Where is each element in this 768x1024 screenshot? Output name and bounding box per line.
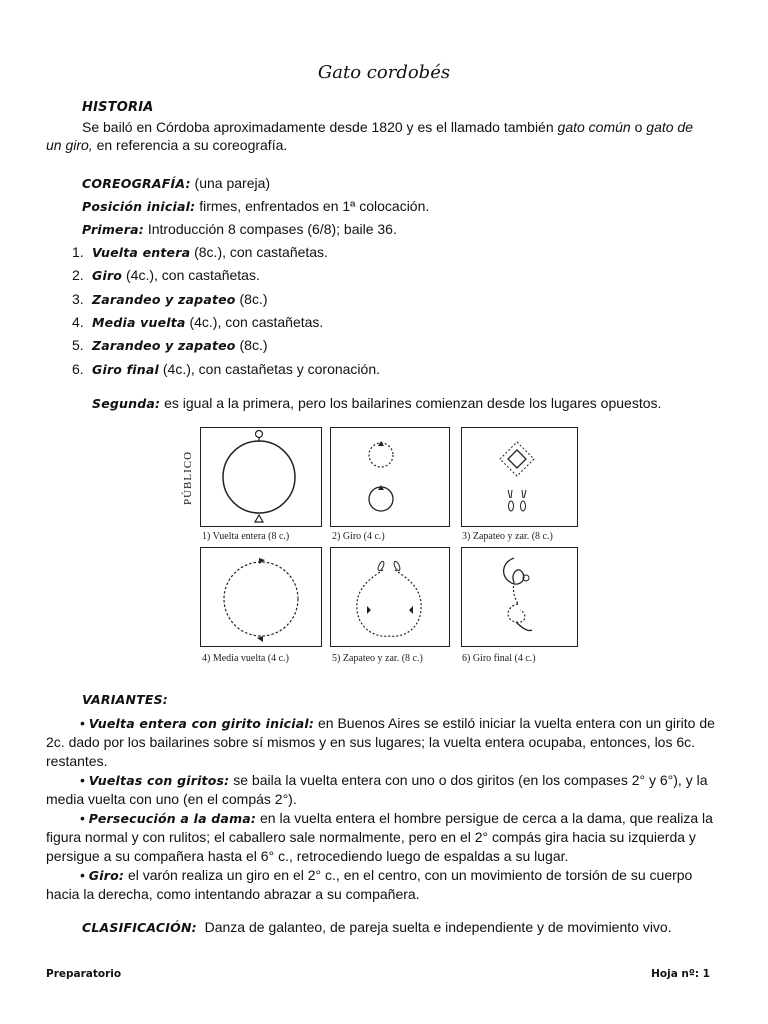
feet-icon: [377, 561, 401, 572]
step-detail: (8c.): [239, 337, 268, 354]
caption-1: 1) Vuelta entera (8 c.): [202, 531, 290, 542]
step-detail: (4c.), con castañetas.: [189, 313, 324, 330]
variante-item: [80, 714, 715, 733]
dama-symbol-icon: [256, 431, 263, 438]
footer-right: Hoja nº: 1: [651, 968, 710, 980]
variante-line: [46, 885, 420, 904]
variante-line: [46, 733, 695, 752]
variante-label: Persecución a la dama:: [88, 811, 257, 826]
variante-text: el varón realiza un giro en el 2° c., en el centro, con un movimiento de torsión de su cuerpo: [124, 867, 693, 883]
variante-item: [80, 809, 713, 828]
giro-circle-bottom: [369, 487, 393, 511]
bullet: •: [80, 715, 89, 731]
historia-line-2: [46, 136, 287, 155]
media-vuelta-circle: [224, 562, 298, 636]
historia-heading: HISTORIA: [82, 100, 154, 115]
variante-item: [80, 866, 692, 885]
giro-final-lower-path: [508, 604, 525, 622]
bullet: •: [80, 772, 89, 788]
variante-label: Vuelta entera con girito inicial:: [88, 716, 315, 731]
figure-zapateo-zar: [330, 547, 450, 647]
caption-5: 5) Zapateo y zar. (8 c.): [332, 653, 423, 664]
posicion-label: Posición inicial:: [82, 199, 196, 214]
step-name: Zarandeo y zapateo: [92, 291, 236, 307]
diamond-path-inner: [508, 450, 526, 468]
variante-line: [46, 847, 568, 866]
giro-final-diagram: [462, 548, 577, 646]
varon-symbol-icon: [255, 515, 263, 522]
figure-zapateo: [461, 427, 578, 527]
historia-line-1: [82, 118, 693, 137]
variantes-heading: VARIANTES:: [82, 692, 168, 707]
step-item: [72, 336, 268, 355]
variante-text: figura normal y con rulitos; el caballero sale normalmente, pero en el 2° compás gira hacia su izquierda y: [46, 829, 696, 845]
variante-line: [46, 828, 696, 847]
publico-label: PÚBLICO: [182, 450, 194, 506]
feet-icon: [508, 490, 526, 511]
zapateo-diagram: [462, 428, 577, 526]
coreografia-label: COREOGRAFÍA:: [82, 176, 191, 191]
bullet: •: [80, 810, 89, 826]
posicion-line: [82, 197, 429, 216]
figure-vuelta-entera: [200, 427, 322, 527]
publico-label-wrap: [181, 450, 195, 510]
segunda-label: Segunda:: [92, 396, 161, 411]
historia-italic-gato-comun: gato común: [557, 119, 631, 135]
step-detail: (8c.): [239, 290, 268, 307]
step-number: 5.: [72, 337, 84, 354]
step-item: [72, 266, 260, 285]
step-detail: (4c.), con castañetas.: [126, 267, 260, 284]
coreografia-value: (una pareja): [194, 175, 271, 191]
posicion-value: firmes, enfrentados en 1ª colocación.: [199, 198, 430, 214]
step-number: 2.: [72, 267, 84, 284]
primera-label: Primera:: [82, 222, 144, 237]
historia-text: o: [630, 119, 647, 135]
circle-path: [223, 441, 295, 513]
variante-label: Giro:: [88, 868, 125, 883]
caption-6: 6) Giro final (4 c.): [462, 653, 536, 664]
step-number: 6.: [72, 360, 84, 377]
clasificacion-line: [82, 918, 672, 937]
step-item: [72, 360, 380, 379]
giro-diagram: [331, 428, 449, 526]
figure-giro-final: [461, 547, 578, 647]
variante-line: [46, 790, 297, 809]
primera-value: Introducción 8 compases (6/8); baile 36.: [147, 221, 397, 237]
step-item: [72, 290, 268, 309]
variante-text: se baila la vuelta entera con uno o dos giritos (en los compases 2° y 6°), y la: [229, 772, 708, 788]
variante-label: Vueltas con giritos:: [88, 773, 230, 788]
media-vuelta-diagram: [201, 548, 321, 646]
step-name: Zarandeo y zapateo: [92, 338, 236, 354]
step-detail: (8c.), con castañetas.: [194, 244, 328, 260]
step-name: Media vuelta: [92, 314, 186, 330]
coreografia-line: [82, 174, 270, 193]
clasificacion-label: CLASIFICACIÓN:: [82, 920, 197, 935]
zarandeo-path: [357, 570, 421, 636]
clasificacion-value: Danza de galanteo, de pareja suelta e independiente y de movimiento vivo.: [204, 919, 672, 935]
vuelta-entera-diagram: [201, 428, 321, 526]
variante-text: restantes.: [46, 753, 108, 769]
figure-giro: [330, 427, 450, 527]
historia-italic-un-giro: un giro,: [46, 137, 93, 153]
caption-3: 3) Zapateo y zar. (8 c.): [462, 531, 553, 542]
figure-media-vuelta: [200, 547, 322, 647]
step-number: 3.: [72, 290, 84, 307]
caption-4: 4) Media vuelta (4 c.): [202, 653, 289, 664]
step-name: Giro final: [92, 361, 159, 377]
giro-final-upper-path: [504, 558, 524, 584]
step-name: Giro: [92, 268, 123, 284]
page-title: Gato cordobés: [317, 62, 451, 83]
variante-item: [80, 771, 707, 790]
giro-circle-top: [369, 443, 393, 467]
historia-text: Se bailó en Córdoba aproximadamente desde 1820 y es el llamado también: [82, 119, 558, 135]
step-number: 1.: [72, 244, 84, 260]
segunda-value: es igual a la primera, pero los bailarines comienzan desde los lugares opuestos.: [164, 395, 662, 411]
variante-text: media vuelta con uno (en el compás 2°).: [46, 791, 297, 807]
footer-left: Preparatorio: [46, 968, 122, 980]
variante-text: en la vuelta entera el hombre persigue de cerca a la dama, que realiza la: [256, 810, 713, 826]
step-detail: (4c.), con castañetas y coronación.: [162, 360, 380, 377]
diamond-path-outer: [500, 442, 534, 476]
step-item: [72, 313, 323, 332]
variante-text: persigue a su compañera hasta el 6° c., retrocediendo luego de espaldas a su lugar.: [46, 848, 569, 864]
step-number: 4.: [72, 313, 84, 330]
primera-line: [82, 220, 397, 239]
step-name: Vuelta entera: [92, 245, 191, 260]
zapateo-zar-diagram: [331, 548, 449, 646]
caption-2: 2) Giro (4 c.): [332, 531, 385, 542]
variante-line: [46, 752, 107, 771]
variante-text: en Buenos Aires se estiló iniciar la vuelta entera con un girito de: [314, 715, 715, 731]
segunda-line: [92, 394, 661, 413]
variante-text: 2c. dado por los bailarines sobre sí mismos y en sus lugares; la vuelta entera ocupaba, entonces, los 6c.: [46, 734, 696, 750]
bullet: •: [80, 867, 89, 883]
variante-text: hacia la derecha, como intentando abrazar a su compañera.: [46, 886, 420, 902]
step-item: [72, 243, 328, 262]
historia-italic-gato-de: gato de: [646, 119, 693, 135]
historia-text: en referencia a su coreografía.: [92, 137, 288, 153]
